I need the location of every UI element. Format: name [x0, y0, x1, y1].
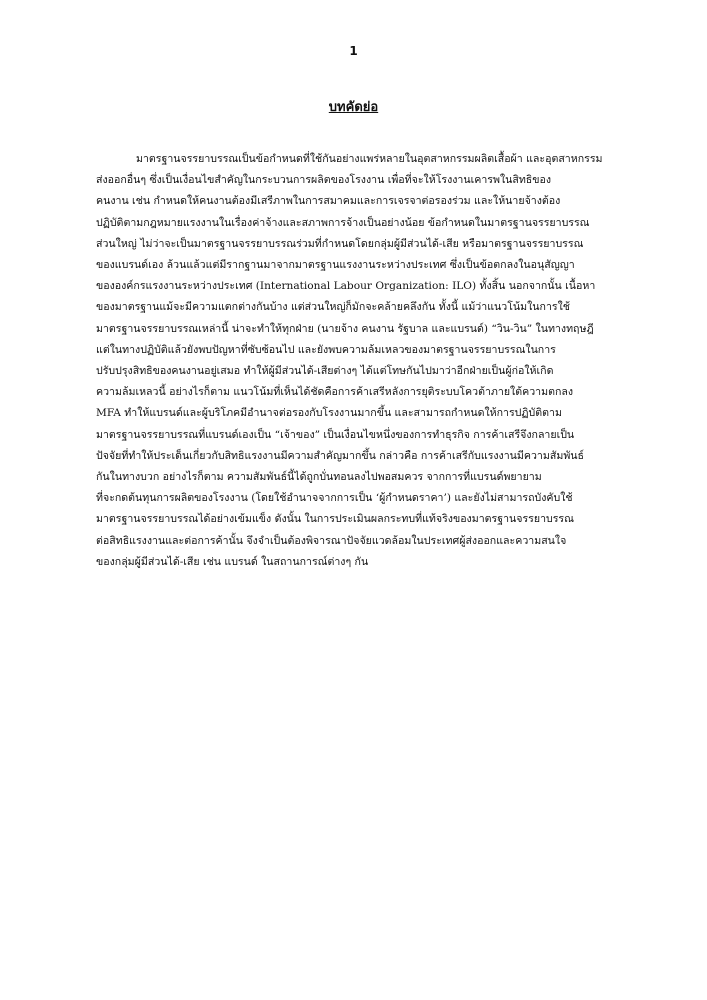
abstract-line: ปฏิบัติตามกฎหมายแรงงานในเรื่องค่าจ้างและสภาพการจ้างเป็นอย่างน้อย ข้อกำหนดในมาตรฐานจรรยาบรรณ [96, 216, 590, 229]
abstract-line: คนงาน เช่น กำหนดให้คนงานต้องมีเสรีภาพในการสมาคมและการเจรจาต่อรองร่วม และให้นายจ้างต้อง [96, 195, 561, 208]
abstract-title: บทคัดย่อ [328, 100, 379, 115]
abstract-body [96, 149, 636, 573]
abstract-line: ความล้มเหลวนี้ อย่างไรก็ตาม แนวโน้มที่เห็นได้ชัดคือการค้าเสรีหลังการยุติระบบโควต้าภายใต้ความตกลง [96, 386, 574, 399]
abstract-line: MFA ทำให้แบรนด์และผู้บริโภคมีอำนาจต่อรองกับโรงงานมากขึ้น และสามารถกำหนดให้การปฏิบัติตาม [96, 407, 562, 420]
abstract-line: ส่งออกอื่นๆ ซึ่งเป็นเงื่อนไขสำคัญในกระบวนการผลิตของโรงงาน เพื่อที่จะให้โรงงานเคารพในสิทธิของ [96, 174, 552, 187]
abstract-line: มาตรฐานจรรยาบรรณได้อย่างเข้มแข็ง ดังนั้น ในการประเมินผลกระทบที่แท้จริงของมาตรฐานจรรยาบรรณ [96, 513, 574, 526]
abstract-line: มาตรฐานจรรยาบรรณเหล่านี้ น่าจะทำให้ทุกฝ่าย (นายจ้าง คนงาน รัฐบาล และแบรนด์) “วิน-วิน” ในทางทฤษฎี [96, 322, 594, 335]
abstract-line: มาตรฐานจรรยาบรรณเป็นข้อกำหนดที่ใช้กันอย่างแพร่หลายในอุตสาหกรรมผลิตเสื้อผ้า และอุตสาหกรรม [136, 153, 603, 165]
abstract-line: ของแบรนด์เอง ล้วนแล้วแต่มีรากฐานมาจากมาตรฐานแรงงานระหว่างประเทศ ซึ่งเป็นข้อตกลงในอนุสัญญา [96, 259, 575, 272]
abstract-line: ส่วนใหญ่ ไม่ว่าจะเป็นมาตรฐานจรรยาบรรณร่วมที่กำหนดโดยกลุ่มผู้มีส่วนได้-เสีย หรือมาตรฐานจรรยาบรรณ [96, 237, 584, 250]
abstract-line: ของกลุ่มผู้มีส่วนได้-เสีย เช่น แบรนด์ ในสถานการณ์ต่างๆ กัน [96, 555, 369, 568]
abstract-line: ของมาตรฐานแม้จะมีความแตกต่างกันบ้าง แต่ส่วนใหญ่ก็มักจะคล้ายคลึงกัน ทั้งนี้ แม้ว่าแนวโน้มในการใช้ [96, 301, 570, 314]
abstract-line: ต่อสิทธิแรงงานและต่อการค้านั้น จึงจำเป็นต้องพิจารณาปัจจัยแวดล้อมในประเทศผู้ส่งออกและความสนใจ [96, 534, 567, 547]
abstract-line: ขององค์กรแรงงานระหว่างประเทศ (International Labour Organization: ILO) ทั้งสิ้น นอกจากนั้น เนื้อหา [96, 280, 596, 293]
abstract-line: ปัจจัยที่ทำให้ประเด็นเกี่ยวกับสิทธิแรงงานมีความสำคัญมากขึ้น กล่าวคือ การค้าเสรีกับแรงงานมีความสัมพันธ์ [96, 449, 585, 462]
page-number: 1 [349, 44, 358, 58]
abstract-line: ปรับปรุงสิทธิของคนงานอยู่เสมอ ทำให้ผู้มีส่วนได้-เสียต่างๆ ได้แต่โทษกันไปมาว่าอีกฝ่ายเป็นผู้ก่อให้เกิด [96, 365, 554, 378]
abstract-line: มาตรฐานจรรยาบรรณที่แบรนด์เองเป็น “เจ้าของ” เป็นเงื่อนไขหนึ่งของการทำธุรกิจ การค้าเสรีจึงกลายเป็น [96, 428, 575, 441]
abstract-line: กันในทางบวก อย่างไรก็ตาม ความสัมพันธ์นี้ได้ถูกบั่นทอนลงไปพอสมควร จากการที่แบรนด์พยายาม [96, 471, 542, 484]
abstract-line: ที่จะกดต้นทุนการผลิตของโรงงาน (โดยใช้อำนาจจากการเป็น ‘ผู้กำหนดราคา’) และยังไม่สามารถบังคับใช้ [96, 492, 573, 505]
abstract-line: แต่ในทางปฏิบัติแล้วยังพบปัญหาที่ซับซ้อนไป และยังพบความล้มเหลวของมาตรฐานจรรยาบรรณในการ [96, 343, 556, 356]
